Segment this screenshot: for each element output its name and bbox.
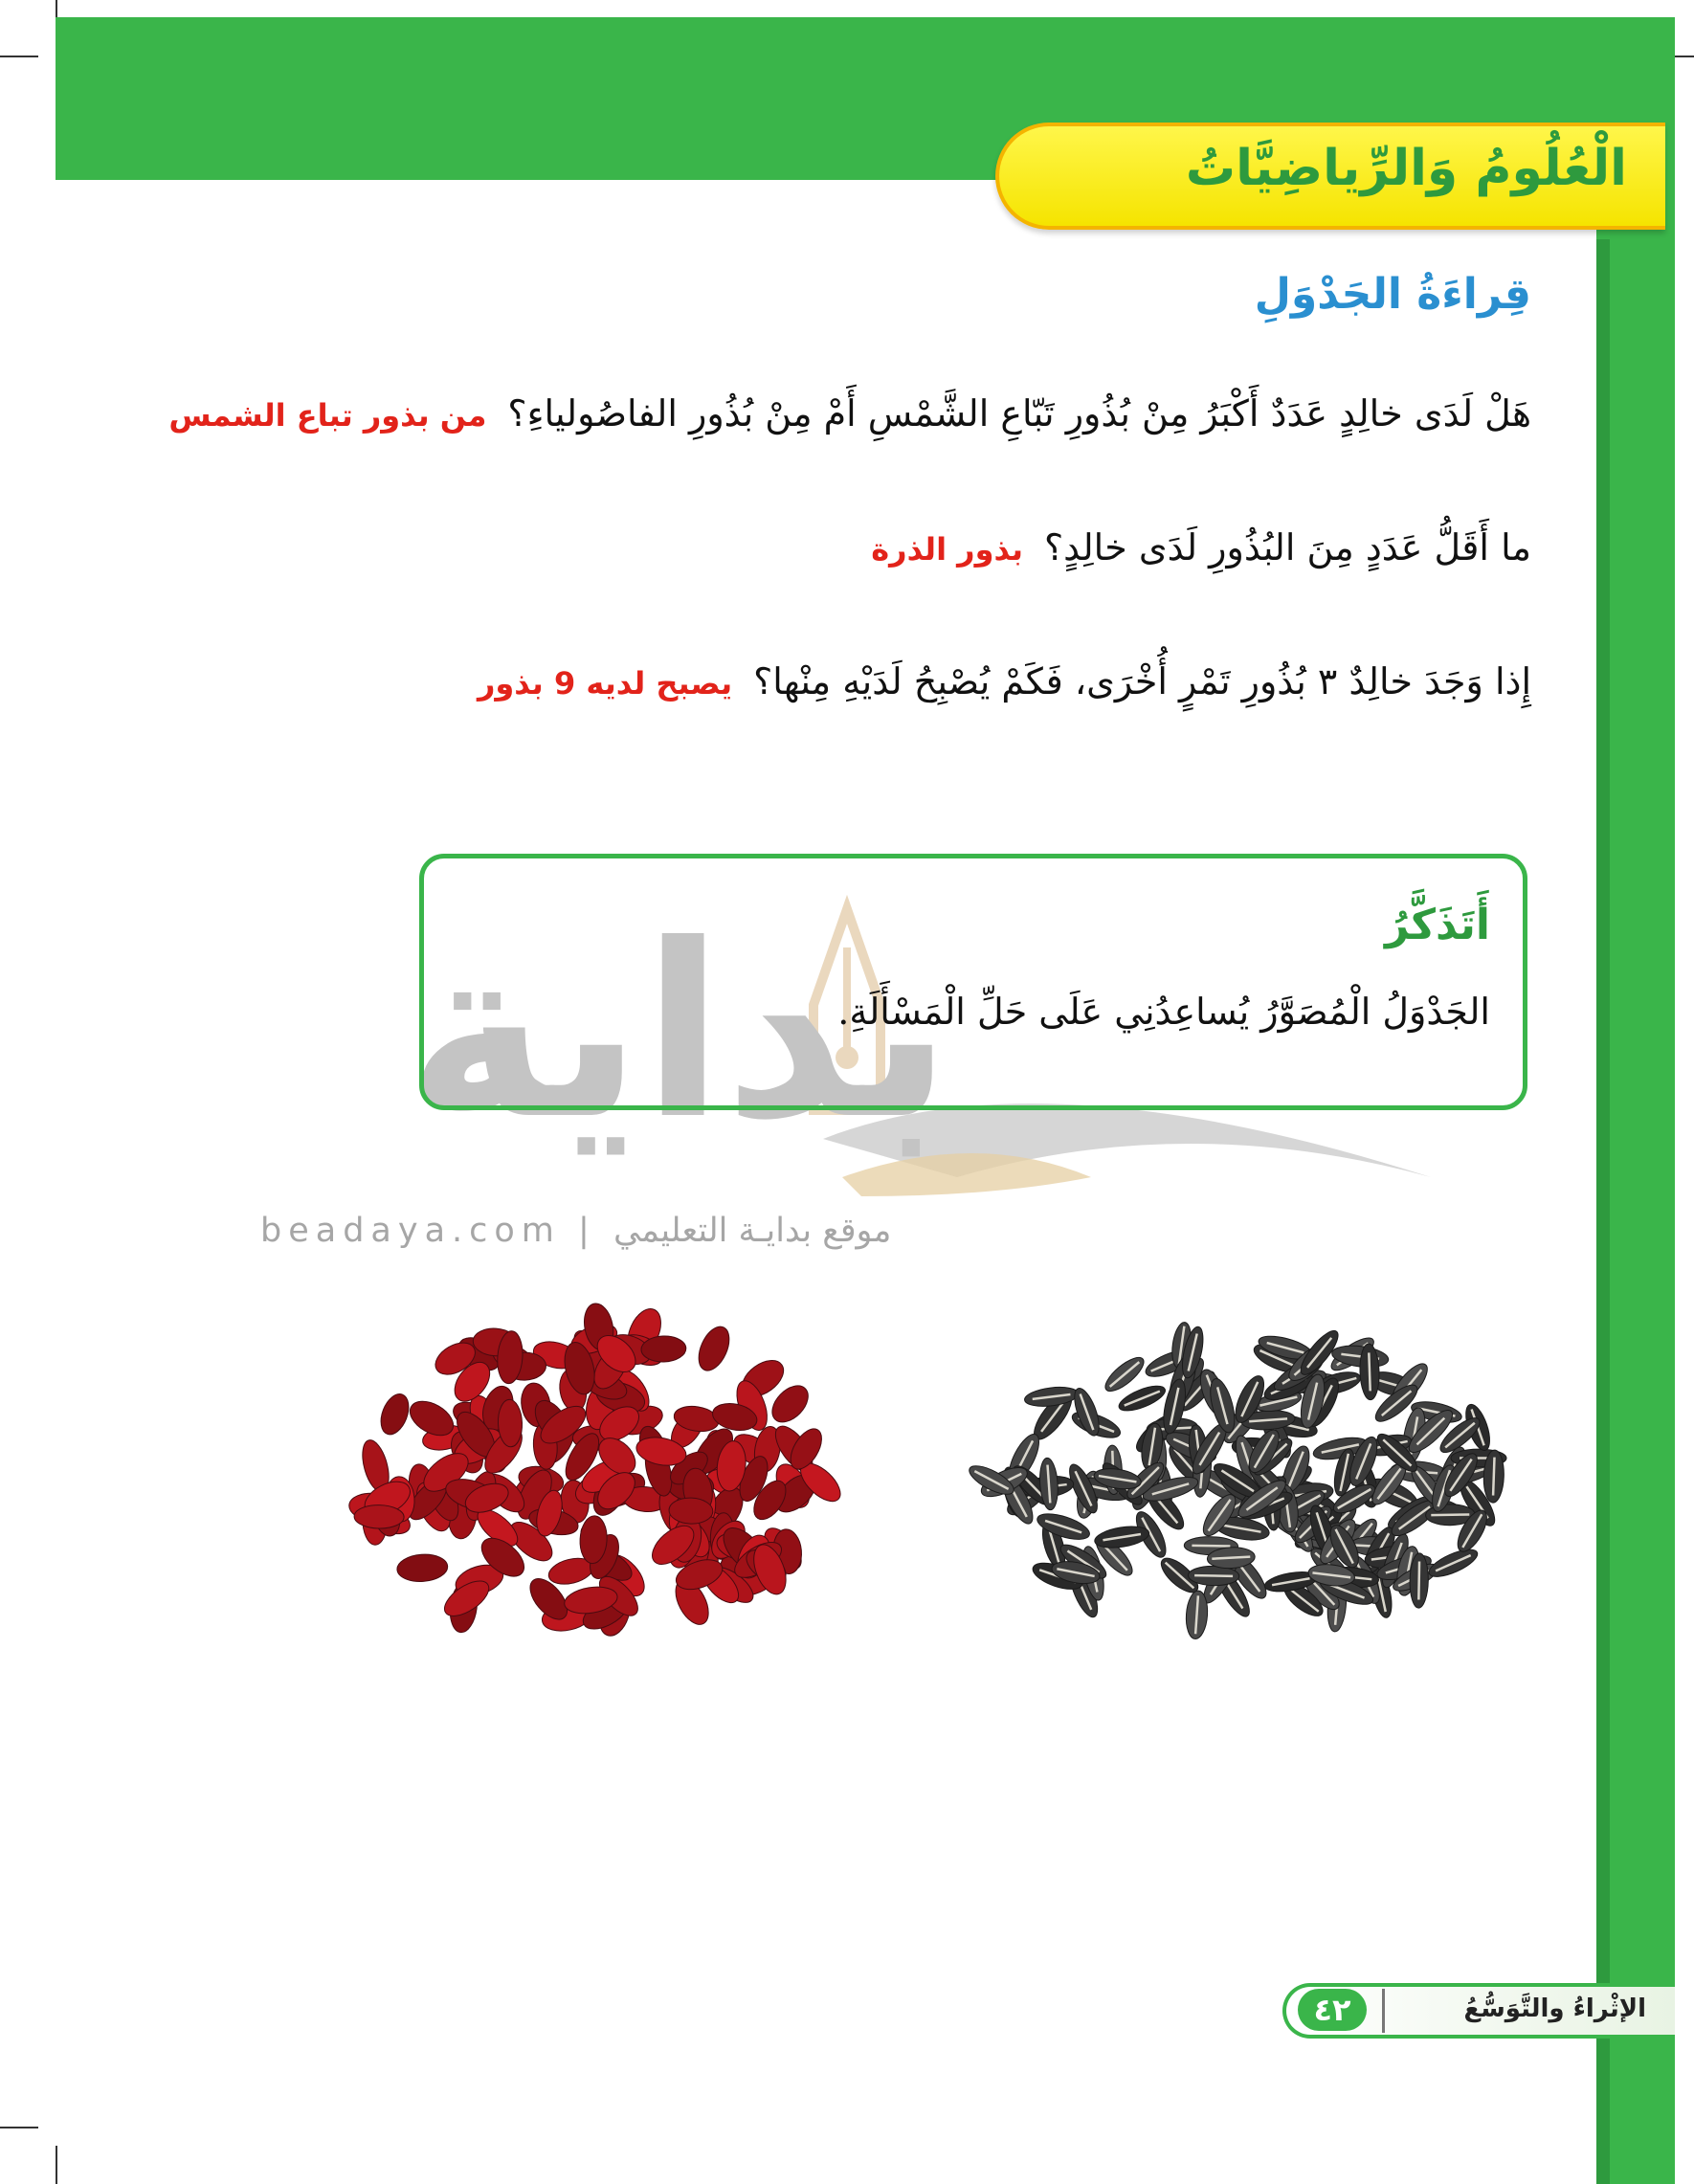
sunflower-seed (1188, 1566, 1239, 1586)
watermark-url: beadaya.com | موقع بدايـة التعليمي (260, 1212, 892, 1250)
footer-label: الإثْراءُ والتَّوَسُّعُ (1463, 1995, 1646, 2023)
question-text: هَلْ لَدَى خالِدٍ عَدَدٌ أَكْبَرُ مِنْ بُذُورِ تَبّاعِ الشَّمْسِ أَمْ مِنْ بُذُورِ الفاصُولياءِ؟ (507, 392, 1531, 435)
page-title: الْعُلُومُ وَالرِّياضِيَّاتُ (1185, 140, 1627, 197)
sunflower-seed (1185, 1590, 1209, 1639)
question-3 (478, 660, 1531, 702)
answer-text: من بذور تباع الشمس (168, 397, 487, 434)
sunflower-seed (1070, 1385, 1104, 1438)
page-title-banner (995, 123, 1665, 230)
remember-text: الجَدْوَلُ الْمُصَوَّرُ يُساعِدُنِي عَلَى حَلِّ الْمَسْأَلَةِ. (837, 991, 1490, 1033)
sunflower-seed (1093, 1524, 1150, 1551)
question-text: ما أَقَلُّ عَدَدٍ مِنَ البُذُورِ لَدَى خالِدٍ؟ (1043, 526, 1531, 568)
kidney-bean (396, 1552, 449, 1583)
kidney-bean (693, 1322, 736, 1375)
watermark-logo-text: بداية (407, 893, 952, 1171)
section-heading: قِراءَةُ الجَدْوَلِ (1254, 270, 1531, 319)
footer-divider (1382, 1989, 1385, 2033)
answer-text: يصبح لديه 9 بذور (477, 665, 733, 702)
crop-mark (0, 2127, 38, 2128)
remember-title: أَتَذَكَّرُ (1385, 901, 1490, 949)
answer-text: بذور الذرة (871, 531, 1023, 568)
sunflower-seeds-image (957, 1311, 1531, 1646)
crop-mark (56, 2146, 57, 2184)
kidney-bean (376, 1390, 414, 1438)
remember-box (419, 854, 1527, 1110)
sunflower-seed (1426, 1544, 1482, 1582)
question-1 (168, 392, 1531, 435)
question-text: إِذا وَجَدَ خالِدٌ ٣ بُذُورِ تَمْرٍ أُخْرَى، فَكَمْ يُصْبِحُ لَدَيْهِ مِنْها؟ (753, 660, 1531, 702)
kidney-bean (354, 1504, 404, 1528)
page-number: ٤٢ (1298, 1989, 1367, 2031)
crop-mark (0, 56, 38, 57)
right-band-shade (1596, 239, 1610, 2184)
question-2 (871, 526, 1531, 568)
kidney-beans-image (345, 1297, 842, 1651)
